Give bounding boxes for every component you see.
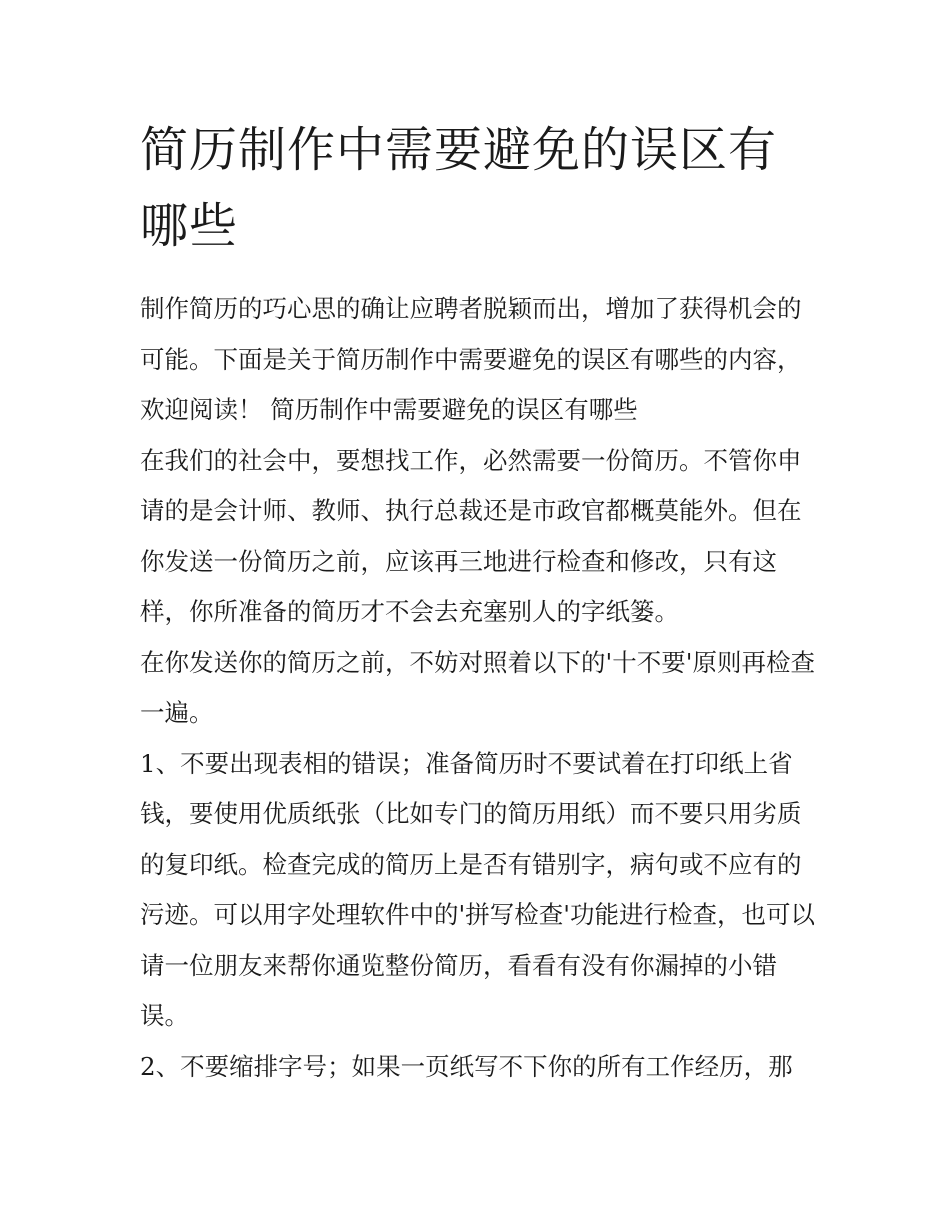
document-page [140, 112, 815, 1092]
context-paragraph: 在我们的社会中，要想找工作，必然需要一份简历。不管你申请的是会计师、教师、执行总裁还是市政官都概莫能外。但在你发送一份简历之前，应该再三地进行检查和修改，只有这样，你所准备的简历才不会去充塞别人的字纸篓。 [140, 445, 802, 626]
document-body [140, 284, 815, 1092]
list-item-2: 2、不要缩排字号；如果一页纸写不下你的所有工作经历，那 [140, 1051, 793, 1081]
intro-paragraph: 制作简历的巧心思的确让应聘者脱颖而出，增加了获得机会的可能。下面是关于简历制作中需要避免的误区有哪些的内容，欢迎阅读！ 简历制作中需要避免的误区有哪些 [140, 294, 802, 424]
checklist-intro-paragraph: 在你发送你的简历之前，不妨对照着以下的'十不要'原则再检查一遍。 [140, 647, 815, 727]
list-item-1: 1、不要出现表相的错误；准备简历时不要试着在打印纸上省钱，要使用优质纸张（比如专门的简历用纸）而不要只用劣质的复印纸。检查完成的简历上是否有错别字，病句或不应有的污迹。可以用字处理软件中的'拼写检查'功能进行检查，也可以请一位朋友来帮你通览整份简历，看看有没有你漏掉的小错误。 [140, 748, 815, 1030]
document-title: 简历制作中需要避免的误区有哪些 [140, 122, 778, 254]
